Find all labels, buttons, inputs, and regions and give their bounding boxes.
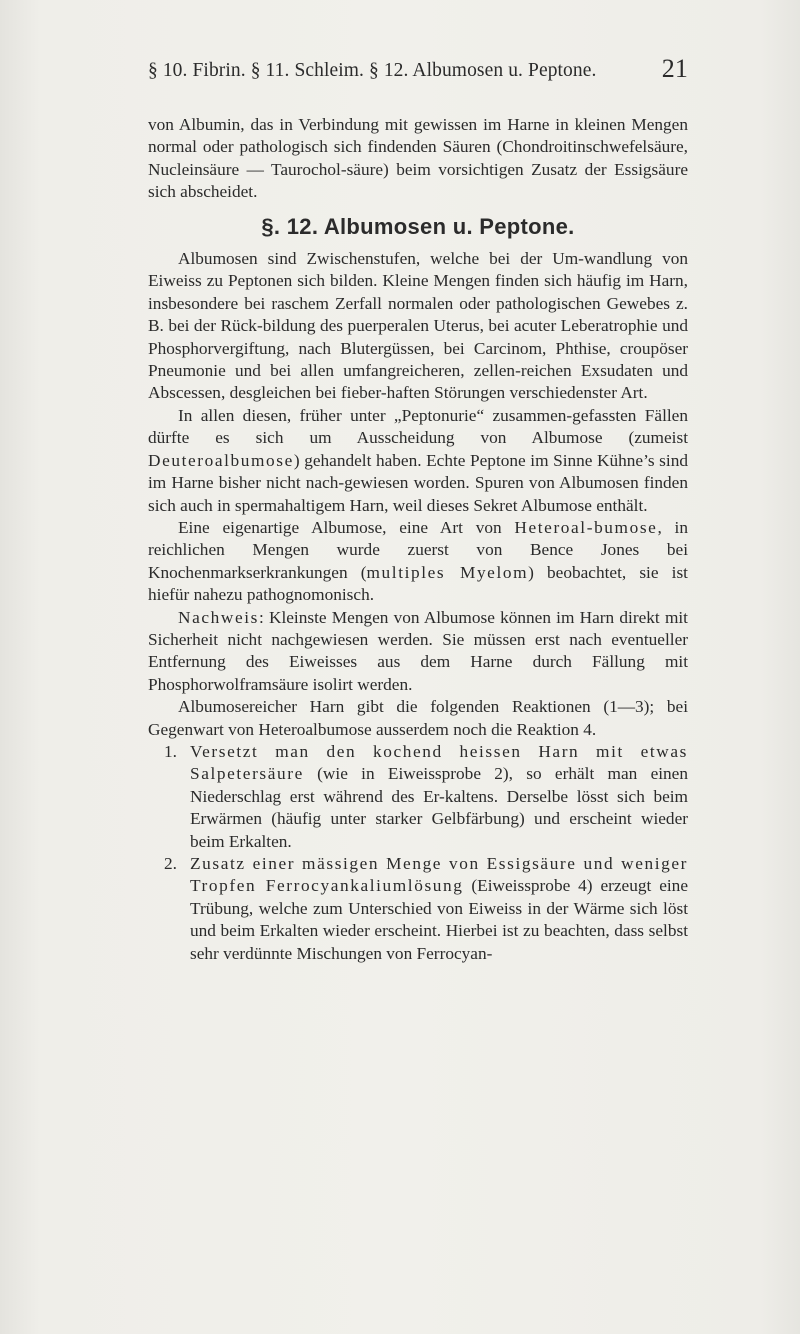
item-number: 2. <box>164 854 177 873</box>
paragraph-peptonurie: In allen diesen, früher unter „Peptonurie“ zusammen-gefassten Fällen dürfte es sich um Ausscheidung von Albumose (zumeist Deuteroalbumose) gehandelt haben. Echte Peptone im Sinne Kühne’s sind im Harne bisher nicht nach-gewiesen worden. Spuren von Albumosen finden sich auch in spermahaltigem Harn, weil dieses Sekret Albumose enthält. <box>148 405 688 515</box>
paragraph-heteroalbumose: Eine eigenartige Albumose, eine Art von Heteroal-bumose, in reichlichen Mengen wurde zuerst von Bence Jones bei Knochenmarkserkrankungen (multiples Myelom) beobachtet, sie ist hiefür nahezu pathognomonisch. <box>148 517 688 605</box>
running-header <box>148 54 688 100</box>
spaced-term: Deuteroalbumose <box>148 450 294 470</box>
paragraph-albumosen: Albumosen sind Zwischenstufen, welche bei der Um-wandlung von Eiweiss zu Peptonen sich bilden. Kleine Mengen finden sich häufig im Harn, insbesondere bei raschem Zerfall normalen oder pathologischen Gewebes z. B. bei der Rück-bildung des puerperalen Uterus, bei acuter Leberatrophie und Phosphorvergiftung, nach Blutergüssen, bei Carcinom, Phthise, croupöser Pneumonie und bei allen umfangreicheren, zellen-reichen Exsudaten und Abscessen, desgleichen bei fieber-haften Störungen verschiedenster Art. <box>148 249 688 403</box>
body-text <box>148 114 688 965</box>
spaced-term: Nachweis <box>178 607 259 627</box>
reaction-item-1: 1. Versetzt man den kochend heissen Harn mit etwas Salpetersäure (wie in Eiweissprobe 2), so erhält man einen Niederschlag erst während des Er-kaltens. Derselbe lösst sich beim Erwärmen (häufig unter starker Gelbfärbung) und erscheint wieder beim Erkalten. <box>164 741 688 851</box>
paragraph-reaktionen: Albumosereicher Harn gibt die folgenden Reaktionen (1—3); bei Gegenwart von Heteroalbumose ausserdem noch die Reaktion 4. <box>148 697 688 739</box>
spaced-term: Heteroal-bumose <box>514 517 658 537</box>
paragraph-nachweis: Nachweis: Kleinste Mengen von Albumose können im Harn direkt mit Sicherheit nicht nachgewiesen werden. Sie müssen erst nach eventueller Entfernung des Eiweisses aus dem Harne durch Fällung mit Phosphorwolframsäure isolirt werden. <box>148 607 688 694</box>
spaced-term: multiples Myelom <box>366 562 529 582</box>
header-sections: § 10. Fibrin. § 11. Schleim. § 12. Albumosen u. Peptone. <box>148 60 597 81</box>
reaction-item-2: 2. Zusatz einer mässigen Menge von Essigsäure und weniger Tropfen Ferrocyankaliumlösung (Eiweissprobe 4) erzeugt eine Trübung, welche zum Unterschied von Eiweiss in der Wärme sich löst und beim Erkalten wieder erscheint. Hierbei ist zu beachten, dass selbst sehr verdünnte Mischungen von Ferrocyan- <box>164 854 688 963</box>
section-heading: §. 12. Albumosen u. Peptone. <box>261 213 575 239</box>
spaced-term: Versetzt man den kochend heissen Harn mit etwas Salpetersäure <box>190 741 688 784</box>
intro-paragraph: von Albumin, das in Verbindung mit gewissen im Harne in kleinen Mengen normal oder pathologisch sich findenden Säuren (Chondroitinschwefelsäure, Nucleinsäure — Taurochol-säure) beim vorsichtigen Zusatz der Essigsäure sich abscheidet. <box>148 115 688 202</box>
page-number: 21 <box>661 54 688 83</box>
spaced-term: Zusatz einer mässigen Menge von Essigsäure und weniger Tropfen Ferrocyankaliumlösung <box>190 854 688 896</box>
item-number: 1. <box>164 741 177 761</box>
